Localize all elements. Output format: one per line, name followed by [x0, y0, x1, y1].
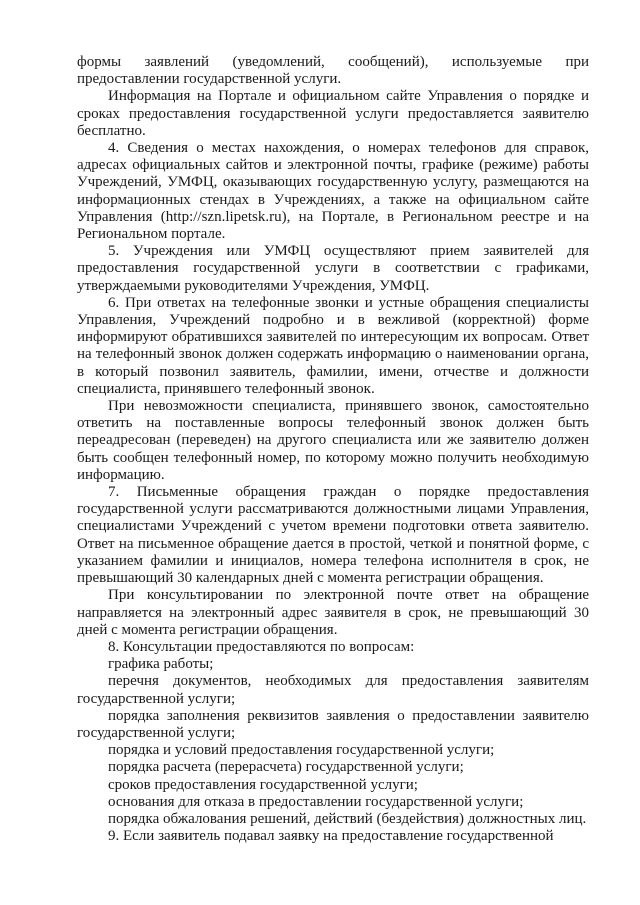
list-item-calculation: порядка расчета (перерасчета) государственной услуги; — [108, 759, 464, 776]
paragraph-forms-continuation: формы заявлений (уведомлений, сообщений), используемые при предоставлении государственной услуги. — [77, 54, 589, 88]
list-item-conditions: порядка и условий предоставления государственной услуги; — [108, 742, 495, 759]
paragraph-redirect-call: При невозможности специалиста, принявшего звонок, самостоятельно ответить на поставленные вопросы телефонный звонок должен быть переадресован (переведен) на другого специалиста или же заявителю должен быть сообщен телефонный номер, по которому можно получить необходимую информацию. — [77, 398, 589, 483]
list-item-terms: сроков предоставления государственной услуги; — [108, 776, 418, 793]
paragraph-item-5: 5. Учреждения или УМФЦ осуществляют прием заявителей для предоставления государственной услуги в соответствии с графиками, утверждаемыми руководителями Учреждения, УМФЦ. — [77, 243, 589, 294]
paragraph-item-7: 7. Письменные обращения граждан о порядке предоставления государственной услуги рассматриваются должностными лицами Управления, специалистами Учреждений с учетом времени подготовки ответа заявителю. Ответ на письменное обращение дается в простой, четкой и понятной форме, с указанием фамилии и инициалов, номера телефона исполнителя в срок, не превышающий 30 календарных дней с момента регистрации обращения. — [77, 484, 589, 587]
list-item-refusal: основания для отказа в предоставлении государственной услуги; — [108, 793, 524, 810]
paragraph-item-8: 8. Консультации предоставляются по вопросам: — [108, 638, 415, 655]
list-item-schedule: графика работы; — [108, 656, 214, 673]
paragraph-item-6: 6. При ответах на телефонные звонки и устные обращения специалисты Управления, Учреждений подробно и в вежливой (корректной) форме информируют обратившихся заявителей по интересующим их вопросам. Ответ на телефонный звонок должен содержать информацию о наименовании органа, в который позвонил заявитель, фамилии, имени, отчестве и должности специалиста, принявшего телефонный звонок. — [77, 294, 589, 397]
list-item-appeal: порядка обжалования решений, действий (бездействия) должностных лиц. — [108, 810, 587, 827]
list-item-form-filling: порядка заполнения реквизитов заявления о предоставлении заявителю государственной услуги; — [77, 707, 589, 741]
document-body — [77, 54, 589, 845]
paragraph-item-9: 9. Если заявитель подавал заявку на предоставление государственной — [108, 828, 554, 845]
paragraph-item-4: 4. Сведения о местах нахождения, о номерах телефонов для справок, адресах официальных сайтов и электронной почты, графике (режиме) работы Учреждений, УМФЦ, оказывающих государственную услугу, размещаются на информационных стендах в Учреждениях, а также на официальном сайте Управления (http://szn.lipetsk.ru), на Портале, в Региональном реестре и на Региональном портале. — [77, 140, 589, 243]
paragraph-portal-info: Информация на Портале и официальном сайте Управления о порядке и сроках предоставления государственной услуги предоставляется заявителю бесплатно. — [77, 88, 589, 139]
list-item-documents: перечня документов, необходимых для предоставления заявителям государственной услуги; — [77, 673, 589, 707]
paragraph-email-consulting: При консультировании по электронной почте ответ на обращение направляется на электронный адрес заявителя в срок, не превышающий 30 дней с момента регистрации обращения. — [77, 587, 589, 638]
